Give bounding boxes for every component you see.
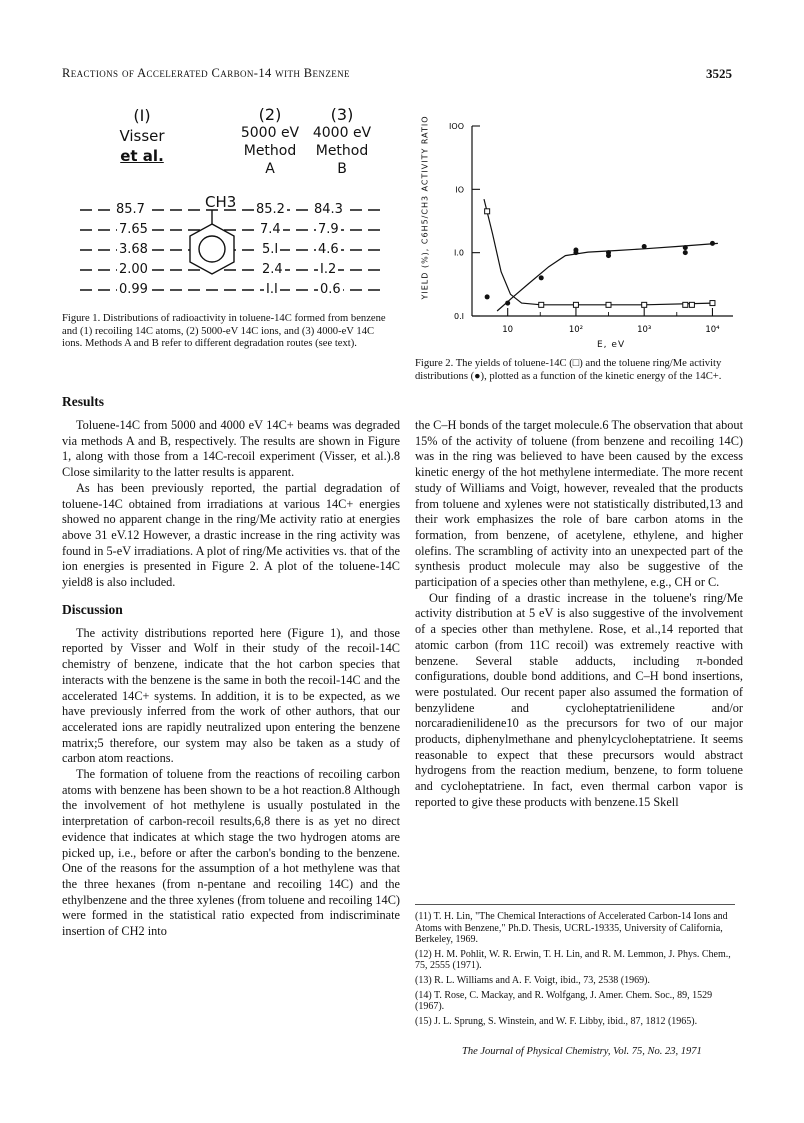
ratio-point <box>606 250 611 255</box>
row-5 <box>62 282 402 302</box>
y-tick-label: IO <box>455 185 464 195</box>
col2-paragraph-1: the C–H bonds of the target molecule.6 The observation that about 15% of the activity of toluene (from benzene and recoiling 14C) was in the ring was believed to have been caused by the excess kinetic energy of the hot methylene intermediate. The more recent study of Williams and Voigt, however, revealed that the products from toluene and xylenes were not statistically distributed,13 and their work emphasizes the role of bare carbon atoms in the formation, from benzene, of acetylene, ethylene, and higher olefins. The scrambling of activity into an unexpected part of the synthesis product molecule may also be suggestive of the participation of a species other than methylene, e.g., CH or C. <box>415 418 743 590</box>
row-4 <box>62 262 402 282</box>
col-label-3-l1: 4000 eV <box>312 125 372 141</box>
col-label-2-l1: 5000 eV <box>240 125 300 141</box>
figure-2-chart <box>415 112 745 374</box>
col-label-2 <box>235 106 305 178</box>
ratio-point <box>485 294 490 299</box>
figure-1-caption: Figure 1. Distributions of radioactivity in toluene-14C formed from benzene and (1) recoiling 14C atoms, (2) 5000-eV 14C ions, and (3) 4000-eV 14C ions. Methods A and B refer to different degradation routes (see text). <box>62 313 386 350</box>
figure-2-xlabel: E, eV <box>597 340 626 350</box>
ratio-point <box>683 245 688 250</box>
col-label-2-l3: A <box>265 161 275 177</box>
col-label-2-l2: Method <box>243 143 297 159</box>
results-heading: Results <box>62 394 105 409</box>
ratio-point <box>573 248 578 253</box>
row-3-c1: 3.68 <box>119 242 148 257</box>
yield-point <box>539 302 544 307</box>
row-2-c3: 7.9 <box>318 222 339 237</box>
running-title: Reactions of Accelerated Carbon-14 with Benzene <box>62 66 350 80</box>
row-5-c1: 0.99 <box>119 282 148 297</box>
figure-2-caption: Figure 2. The yields of toluene-14C (□) and the toluene ring/Me activity distributions (●), plotted as a function of the kinetic energy of the 14C+. <box>415 358 722 382</box>
ratio-point <box>642 244 647 249</box>
ratio-point <box>710 241 715 246</box>
col2-paragraph-2: Our finding of a drastic increase in the toluene's ring/Me activity distribution at 5 eV is also suggestive of the involvement of a species other than methylene. Rose, et al.,14 reported that atomic carbon (from 11C recoil) was extremely reactive with benzene. Several stable adducts, including π-bonded configurations, double bond additions, and C–H bond insertions, were postulated. Our recent paper also assumed the formation of benzylidene and cycloheptatrienilidene and/or norcaradienilidene10 as the precursors for two of our major products, diphenylmethane and phenylcycloheptatriene. It seems reasonable to expect that these precursors would abstract hydrogens from the reaction medium, benzene, to form toluene and cycloheptatriene. In fact, even thermal carbon vapor is reported to give these products with benzene.15 Skell <box>415 590 743 809</box>
col-label-2-num: (2) <box>258 105 282 124</box>
yield-point <box>606 302 611 307</box>
row-4-c2: 2.4 <box>262 262 283 277</box>
reference-13: (13) R. L. Williams and A. F. Voigt, ibid., 73, 2538 (1969). <box>415 974 650 986</box>
methyl-label: CH3 <box>205 193 237 211</box>
col-label-1-l2: et al. <box>120 147 164 165</box>
x-tick-label: 10² <box>568 325 584 335</box>
row-5-c3: 0.6 <box>320 282 341 297</box>
row-1-c3: 84.3 <box>314 202 343 217</box>
row-2 <box>62 222 402 242</box>
row-1 <box>62 202 402 222</box>
x-tick-label: 10⁴ <box>705 325 720 335</box>
reference-11: (11) T. H. Lin, "The Chemical Interactions of Accelerated Carbon-14 Ions and Atoms with Benzene," Ph.D. Thesis, UCRL-19335, University of California, Berkeley, 1969. <box>415 911 728 946</box>
col-label-3 <box>307 106 377 178</box>
discussion-body <box>62 626 400 940</box>
discussion-paragraph-1: The activity distributions reported here (Figure 1), and those reported by Visser and Wolf in their study of the recoil-14C chemistry of benzene, indicate that the hot carbon species that interacts with the benzene is the same in both the recoil-14C and the accelerated 14C+ systems. In addition, it is to be expected, as we have previously inferred from the work of other authors, that our accelerated ions are rapidly neutralized upon entering the benzene matrix;5 therefore, our system may also be taken as a study of carbon atom reactions. <box>62 625 400 766</box>
column-2 <box>415 418 743 811</box>
row-3 <box>62 242 402 262</box>
row-2-c2: 7.4 <box>260 222 281 237</box>
row-5-c2: I.I <box>266 282 278 297</box>
row-2-c1: 7.65 <box>119 222 148 237</box>
yield-point <box>683 302 688 307</box>
yield-point <box>642 302 647 307</box>
x-tick-label: 10 <box>502 325 514 335</box>
results-paragraph-1: Toluene-14C from 5000 and 4000 eV 14C+ beams was degraded via methods A and B, respectively. The results are shown in Figure 1, along with those from a 14C-recoil experiment (Visser, et al.).8 Close similarity to the latter results is apparent. <box>62 418 400 480</box>
col-label-3-num: (3) <box>330 105 354 124</box>
row-1-c2: 85.2 <box>256 202 285 217</box>
ratio-point <box>539 275 544 280</box>
row-3-c2: 5.I <box>262 242 279 257</box>
row-4-c1: 2.00 <box>119 262 148 277</box>
col-label-3-l3: B <box>337 161 347 177</box>
column-1 <box>62 394 400 940</box>
col-label-3-l2: Method <box>315 143 369 159</box>
figure-1 <box>62 106 402 306</box>
y-tick-label: IOO <box>449 122 464 131</box>
col-label-1-num: (I) <box>133 106 151 125</box>
discussion-heading: Discussion <box>62 601 123 617</box>
reference-15: (15) J. L. Sprung, S. Winstein, and W. F. Libby, ibid., 87, 1812 (1965). <box>415 1015 698 1027</box>
y-tick-label: 0.I <box>454 312 464 321</box>
y-tick-label: I.0 <box>454 248 464 258</box>
ratio-point <box>505 301 510 306</box>
yield-point <box>573 302 578 307</box>
row-3-c3: 4.6 <box>318 242 339 257</box>
reference-12: (12) H. M. Pohlit, W. R. Erwin, T. H. Lin, and R. M. Lemmon, J. Phys. Chem., 75, 2555 (1971). <box>415 948 731 972</box>
col-label-1-l1: Visser <box>119 127 165 145</box>
page-number: 3525 <box>706 66 732 81</box>
ratio-point <box>683 250 688 255</box>
yield-point <box>485 209 490 214</box>
x-tick-label: 10³ <box>637 325 652 335</box>
results-body <box>62 418 400 591</box>
row-4-c3: I.2 <box>320 262 337 277</box>
discussion-paragraph-2: The formation of toluene from the reactions of recoiling carbon atoms with benzene has been shown to be a hot reaction.8 Although the involvement of hot methylene is usually postulated in the interpretation of carbon-recoil results,6,8 there is as yet no direct evidence that indicates at which stage the two hydrogen atoms are picked up, i.e., before or after the carbon's bonding to the benzene. One of the reasons for the assumption of a hot methylene was that the three hexanes (from n-pentane and recoiling 14C) and the ethylbenzene and the three xylenes (from toluene and recoiling 14C) were formed in the statistical ratio expected from indiscriminate insertion of CH2 into <box>62 767 400 939</box>
results-paragraph-2: As has been previously reported, the partial degradation of toluene-14C obtained from irradiations at various 14C+ energies showed no apparent change in the ring/Me activity ratio at energies above 31 eV.12 However, a drastic increase in the ring activity was found in 5-eV irradiations. A plot of ring/Me activities vs. that of the ion energies is presented in Figure 2. A plot of the toluene-14C yield8 is also included. <box>62 480 400 590</box>
journal-footer: The Journal of Physical Chemistry, Vol. 75, No. 23, 1971 <box>462 1046 702 1057</box>
yield-point <box>689 302 694 307</box>
figure-2-ylabel: YIELD (%), C6H5/CH3 ACTIVITY RATIO <box>420 115 430 300</box>
references <box>415 904 735 1030</box>
row-1-c1: 85.7 <box>116 202 145 217</box>
col-label-1 <box>112 106 172 166</box>
yield-point <box>710 301 715 306</box>
reference-14: (14) T. Rose, C. Mackay, and R. Wolfgang, J. Amer. Chem. Soc., 89, 1529 (1967). <box>415 989 713 1013</box>
